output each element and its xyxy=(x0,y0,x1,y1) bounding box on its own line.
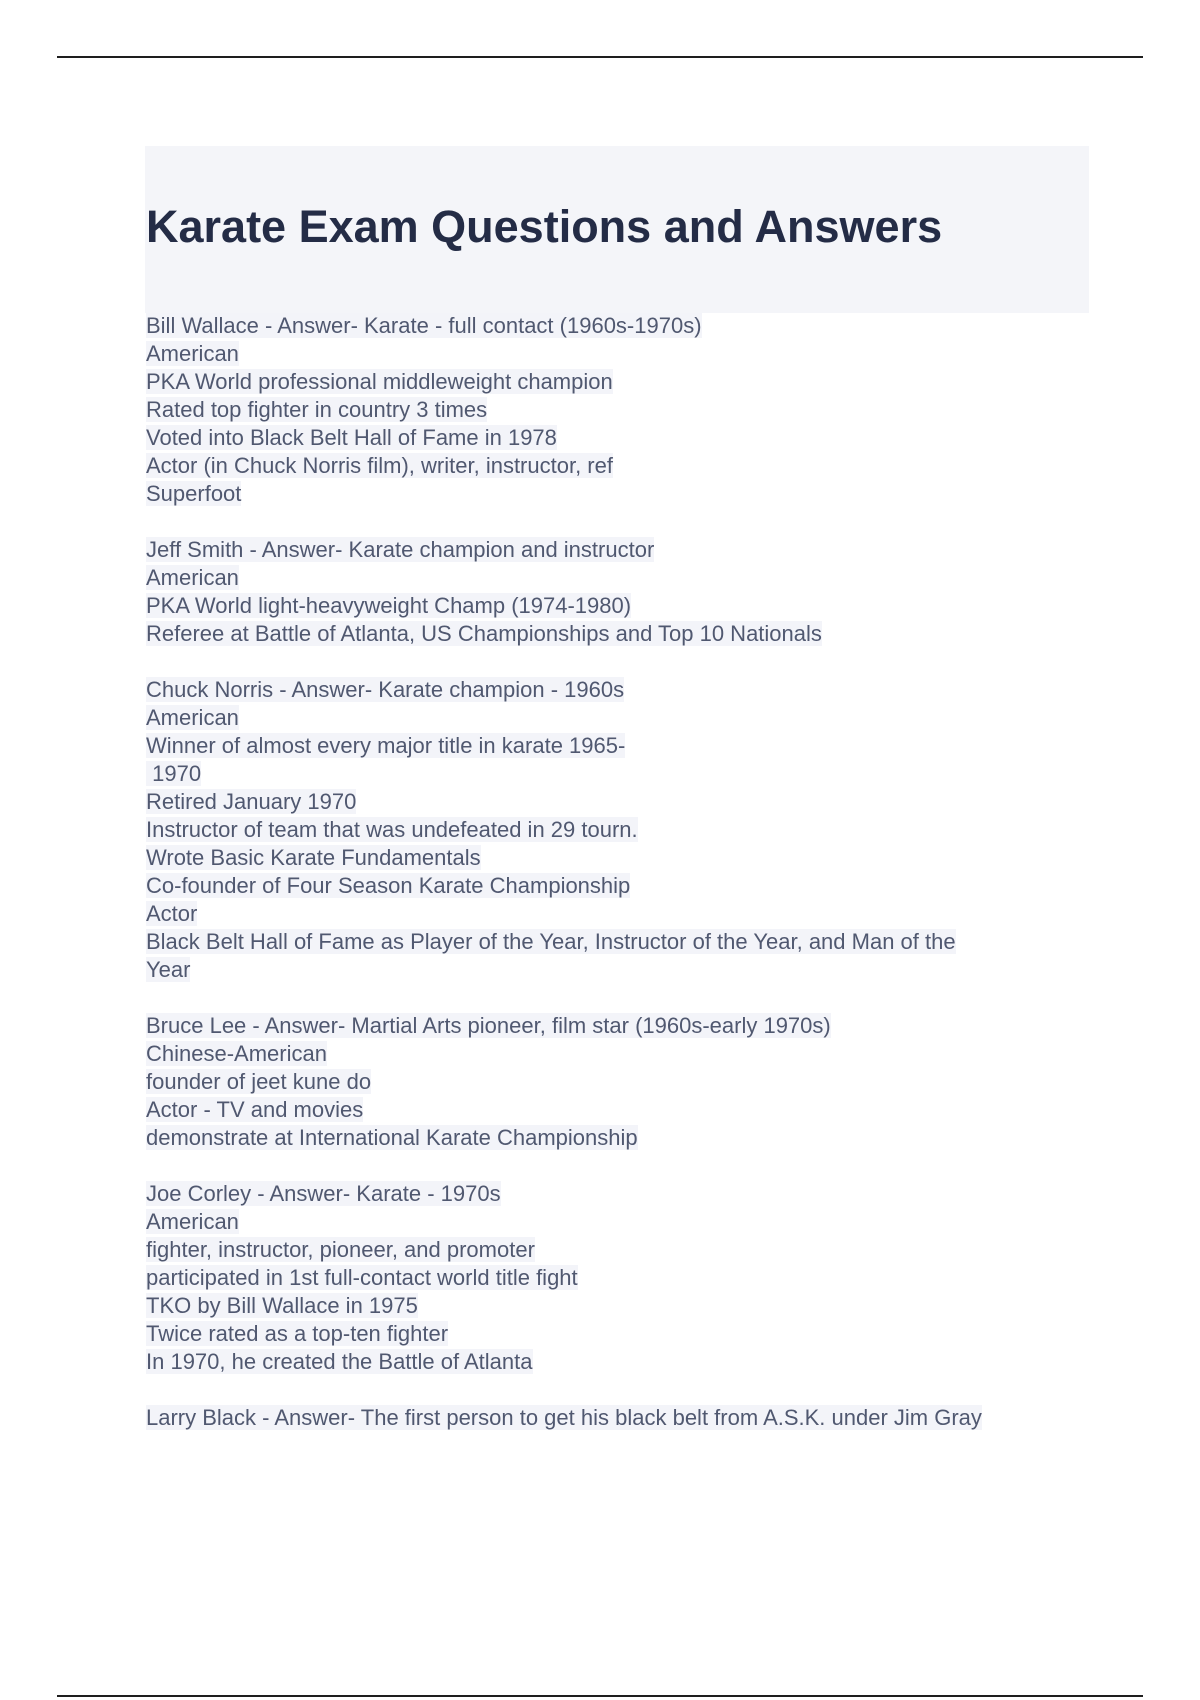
entry-line: Rated top fighter in country 3 times xyxy=(146,397,488,422)
top-rule xyxy=(57,56,1143,58)
entry-line: Co-founder of Four Season Karate Championship xyxy=(146,873,631,898)
entry-line: 1970 xyxy=(146,761,202,786)
qa-entry-larry-black xyxy=(146,1404,1106,1432)
entry-line: In 1970, he created the Battle of Atlanta xyxy=(146,1349,533,1374)
entry-line: Wrote Basic Karate Fundamentals xyxy=(146,845,481,870)
qa-entry-bruce-lee xyxy=(146,1012,1106,1152)
entry-line: American xyxy=(146,341,239,366)
bottom-rule xyxy=(57,1695,1143,1697)
entry-line: demonstrate at International Karate Championship xyxy=(146,1125,638,1150)
entry-line: Winner of almost every major title in karate 1965- xyxy=(146,733,626,758)
qa-entry-bill-wallace xyxy=(146,312,1106,508)
entry-line: American xyxy=(146,705,239,730)
entry-line: American xyxy=(146,565,239,590)
entry-line: Twice rated as a top-ten fighter xyxy=(146,1321,449,1346)
entry-line: Black Belt Hall of Fame as Player of the Year, Instructor of the Year, and Man of the xyxy=(146,929,956,954)
entry-line: Retired January 1970 xyxy=(146,789,357,814)
entry-line: participated in 1st full-contact world title fight xyxy=(146,1265,578,1290)
entry-line: Referee at Battle of Atlanta, US Championships and Top 10 Nationals xyxy=(146,621,822,646)
entry-line: PKA World light-heavyweight Champ (1974-1980) xyxy=(146,593,632,618)
entry-line: Bruce Lee - Answer- Martial Arts pioneer, film star (1960s-early 1970s) xyxy=(146,1013,831,1038)
entry-line: Larry Black - Answer- The first person to get his black belt from A.S.K. under Jim Gray xyxy=(146,1405,982,1430)
qa-entry-joe-corley xyxy=(146,1180,1106,1376)
entry-line: PKA World professional middleweight champion xyxy=(146,369,613,394)
entry-line: Joe Corley - Answer- Karate - 1970s xyxy=(146,1181,501,1206)
entry-line: TKO by Bill Wallace in 1975 xyxy=(146,1293,418,1318)
qa-list xyxy=(146,312,1106,1460)
entry-line: fighter, instructor, pioneer, and promoter xyxy=(146,1237,535,1262)
entry-line: founder of jeet kune do xyxy=(146,1069,372,1094)
entry-line: American xyxy=(146,1209,239,1234)
entry-line: Bill Wallace - Answer- Karate - full contact (1960s-1970s) xyxy=(146,313,702,338)
entry-line: Chinese-American xyxy=(146,1041,327,1066)
entry-line: Actor - TV and movies xyxy=(146,1097,364,1122)
entry-line: Instructor of team that was undefeated in 29 tourn. xyxy=(146,817,638,842)
entry-line: Jeff Smith - Answer- Karate champion and instructor xyxy=(146,537,655,562)
document-title: Karate Exam Questions and Answers xyxy=(146,201,943,252)
qa-entry-chuck-norris xyxy=(146,676,1106,984)
entry-line: Actor (in Chuck Norris film), writer, instructor, ref xyxy=(146,453,613,478)
qa-entry-jeff-smith xyxy=(146,536,1106,648)
entry-line: Year xyxy=(146,957,191,982)
entry-line: Voted into Black Belt Hall of Fame in 1978 xyxy=(146,425,557,450)
entry-line: Actor xyxy=(146,901,198,926)
entry-line: Superfoot xyxy=(146,481,242,506)
entry-line: Chuck Norris - Answer- Karate champion - 1960s xyxy=(146,677,625,702)
